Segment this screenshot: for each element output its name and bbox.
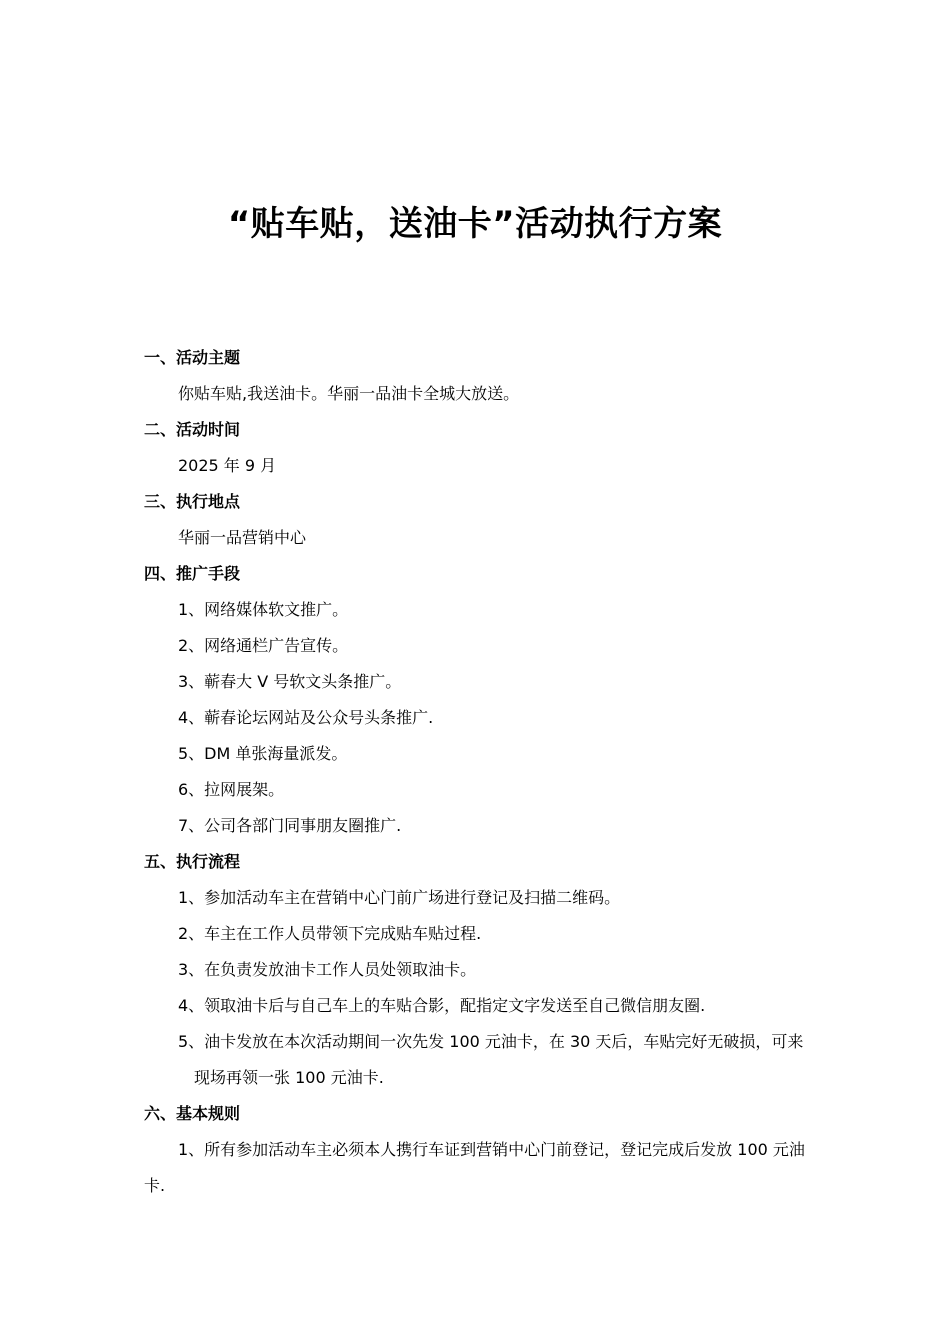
list-item: 4、蕲春论坛网站及公众号头条推广. <box>178 708 434 727</box>
section-paragraph: 华丽一品营销中心 <box>178 528 307 547</box>
list-item: 5、油卡发放在本次活动期间一次先发 100 元油卡，在 30 天后，车贴完好无破损，可来现场再领一张 100 元油卡. <box>178 1032 804 1087</box>
list-item: 3、在负责发放油卡工作人员处领取油卡。 <box>178 960 477 979</box>
list-item: 2、网络通栏广告宣传。 <box>178 636 349 655</box>
list-item: 1、参加活动车主在营销中心门前广场进行登记及扫描二维码。 <box>178 888 621 907</box>
section-heading-location: 三、执行地点 <box>144 492 241 511</box>
list-item: 2、车主在工作人员带领下完成贴车贴过程. <box>178 924 482 943</box>
list-item: 6、拉网展架。 <box>178 780 285 799</box>
list-item: 1、所有参加活动车主必须本人携行车证到营销中心门前登记，登记完成后发放 100 元油卡. <box>144 1140 805 1195</box>
section-paragraph: 2025 年 9 月 <box>178 456 277 475</box>
section-heading-promotion: 四、推广手段 <box>144 564 241 583</box>
list-item: 4、领取油卡后与自己车上的车贴合影，配指定文字发送至自己微信朋友圈. <box>178 996 706 1015</box>
section-heading-time: 二、活动时间 <box>144 420 241 439</box>
list-item: 3、蕲春大 V 号软文头条推广。 <box>178 672 402 691</box>
section-heading-theme: 一、活动主题 <box>144 348 241 367</box>
section-heading-process: 五、执行流程 <box>144 852 241 871</box>
section-paragraph: 你贴车贴,我送油卡。华丽一品油卡全城大放送。 <box>178 384 520 403</box>
document-title: “贴车贴，送油卡”活动执行方案 <box>227 204 723 244</box>
list-item: 1、网络媒体软文推广。 <box>178 600 349 619</box>
list-item: 7、公司各部门同事朋友圈推广. <box>178 816 402 835</box>
document-body <box>144 340 814 1204</box>
section-heading-rules: 六、基本规则 <box>144 1104 241 1123</box>
list-item: 5、DM 单张海量派发。 <box>178 744 348 763</box>
